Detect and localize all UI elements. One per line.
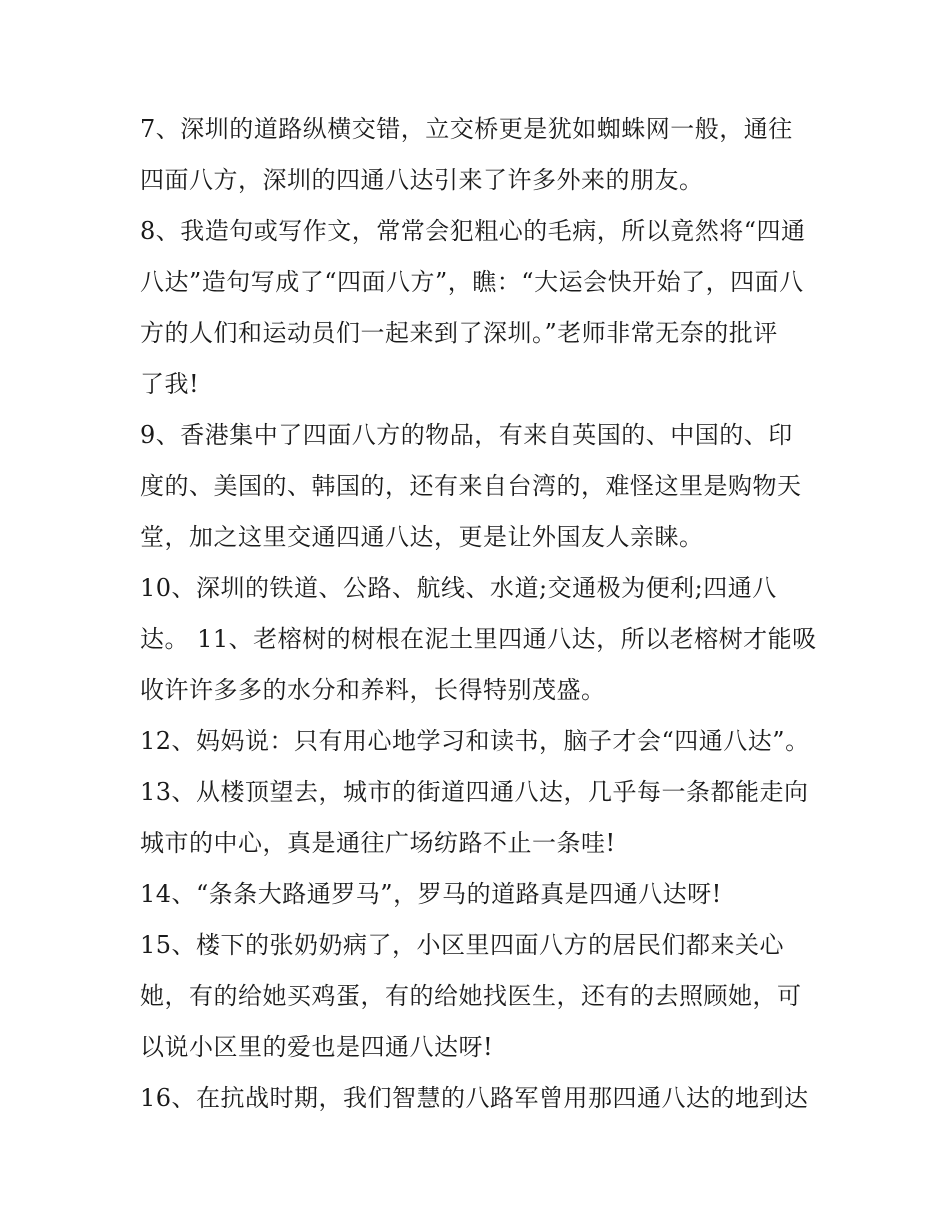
- text-line: 四面八方，深圳的四通八达引来了许多外来的朋友。: [140, 166, 704, 194]
- text-line: 八达”造句写成了“四面八方”，瞧：“大运会快开始了，四面八: [140, 268, 804, 296]
- text-line: 她，有的给她买鸡蛋，有的给她找医生，还有的去照顾她，可: [140, 982, 802, 1010]
- text-line: 堂，加之这里交通四通八达，更是让外国友人亲睐。: [140, 523, 704, 551]
- text-line: 7、深圳的道路纵横交错，立交桥更是犹如蜘蛛网一般，通往: [140, 115, 793, 143]
- text-line: 13、从楼顶望去，城市的街道四通八达，几乎每一条都能走向: [140, 778, 809, 806]
- document-body: [140, 104, 820, 1124]
- text-line: 15、楼下的张奶奶病了，小区里四面八方的居民们都来关心: [140, 931, 785, 959]
- text-line: 14、“条条大路通罗马”，罗马的道路真是四通八达呀!: [140, 880, 722, 908]
- text-line: 16、在抗战时期，我们智慧的八路军曾用那四通八达的地到达: [140, 1084, 809, 1112]
- text-line: 以说小区里的爱也是四通八达呀!: [140, 1033, 494, 1061]
- text-line: 方的人们和运动员们一起来到了深圳。”老师非常无奈的批评: [140, 319, 778, 347]
- text-line: 城市的中心，真是通往广场纺路不止一条哇!: [140, 829, 616, 857]
- text-line: 了我!: [140, 370, 200, 398]
- text-line: 10、深圳的铁道、公路、航线、水道;交通极为便利;四通八: [140, 574, 777, 602]
- text-line: 8、我造句或写作文，常常会犯粗心的毛病，所以竟然将“四通: [140, 217, 806, 245]
- text-line: 12、妈妈说：只有用心地学习和读书，脑子才会“四通八达”。: [140, 727, 810, 755]
- text-line: 9、香港集中了四面八方的物品，有来自英国的、中国的、印: [140, 421, 793, 449]
- text-line: 收许许多多的水分和养料，长得特别茂盛。: [140, 676, 606, 704]
- text-line: 达。 11、老榕树的树根在泥土里四通八达，所以老榕树才能吸: [140, 625, 817, 653]
- text-line: 度的、美国的、韩国的，还有来自台湾的，难怪这里是购物天: [140, 472, 802, 500]
